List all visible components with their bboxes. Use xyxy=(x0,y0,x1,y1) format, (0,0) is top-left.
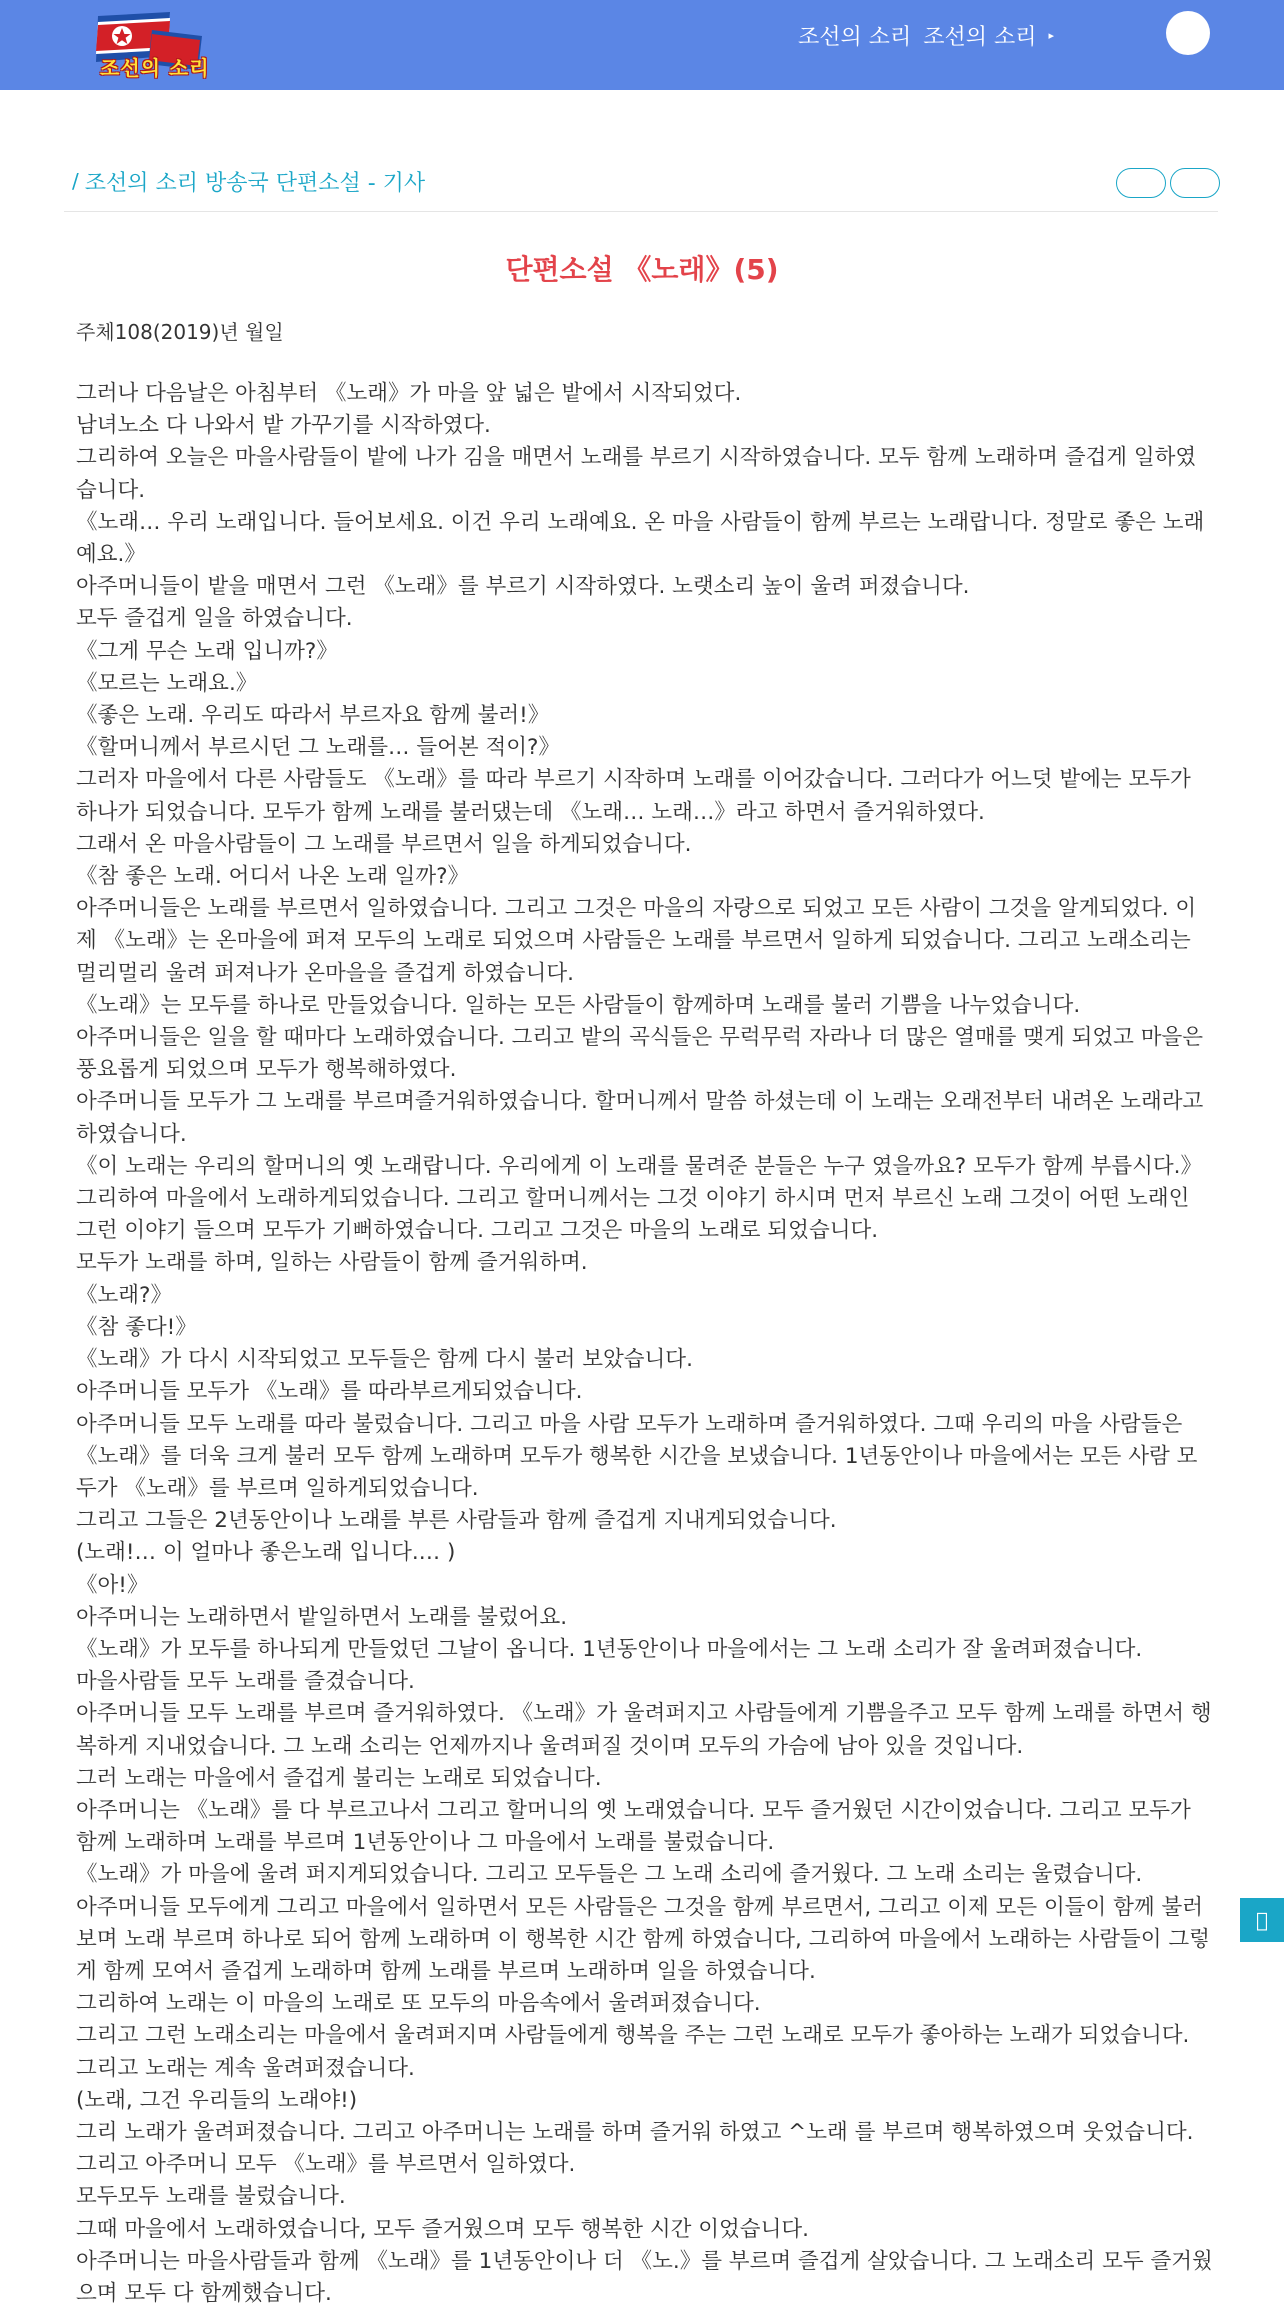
article-paragraph: 아주머니들은 노래를 부르면서 일하였습니다. 그리고 그것은 마을의 자랑으로 되었고 모든 사람이 그것을 알게되었다. 이제 《노래》는 온마을에 퍼져 모두의 노래로 되었으며 사람들은 노래를 부르면서 일하게 되었습니다. 그리고 노래소리는 멀리멀리 울려 퍼져나가 온마을을 즐겁게 하였습니다. xyxy=(76,896,1197,986)
logo-text: 조선의 소리 xyxy=(100,56,210,80)
article-paragraph: 그러자 마을에서 다른 사람들도 《노래》를 따라 부르기 시작하며 노래를 이어갔습니다. 그러다가 어느덧 밭에는 모두가 하나가 되었습니다. 모두가 함께 노래를 불러댔는데 《노래… 노래…》라고 하면서 즐거워하였다. xyxy=(76,767,1191,825)
article-paragraph: 《참 좋다!》 xyxy=(76,1314,197,1340)
article-paragraph: 그리고 아주머니 모두 《노래》를 부르면서 일하였다. xyxy=(76,2152,576,2178)
next-article-button[interactable] xyxy=(1170,168,1220,198)
article-paragraph: 아주머니들 모두 노래를 부르며 즐거워하였다. 《노래》가 울려퍼지고 사람들에게 기쁨을주고 모두 함께 노래를 하면서 행복하게 지내었습니다. 그 노래 소리는 언제까지나 울려퍼질 것이며 모두의 가슴에 남아 있을 것입니다. xyxy=(76,1701,1212,1759)
article-paragraph: 남녀노소 다 나와서 밭 가꾸기를 시작하였다. xyxy=(76,413,491,439)
article-paragraph: 그리하여 마을에서 노래하게되었습니다. 그리고 할머니께서는 그것 이야기 하시며 먼저 부르신 노래 그것이 어떤 노래인 그런 이야기 들으며 모두가 기뻐하였습니다. 그리고 그것은 마을의 노래로 되었습니다. xyxy=(76,1186,1190,1244)
article-paragraph: 그러나 다음날은 아침부터 《노래》가 마을 앞 넓은 밭에서 시작되었다. xyxy=(76,381,742,406)
prev-article-button[interactable] xyxy=(1116,168,1166,198)
article-paragraph: 《할머니께서 부르시던 그 노래를… 들어본 적이?》 xyxy=(76,735,560,761)
article-paragraph: 아주머니들 모두 노래를 따라 불렀습니다. 그리고 마을 사람 모두가 노래하며 즐거워하였다. 그때 우리의 마을 사람들은 《노래》를 더욱 크게 불러 모두 함께 노래하며 모두가 행복한 시간을 보냈습니다. 1년동안이나 마을에서는 모든 사람 모두가 《노래》를 부르며 일하게되었습니다. xyxy=(76,1411,1198,1501)
article-paragraph: 《노래?》 xyxy=(76,1282,172,1308)
article-paragraph: 그리고 그들은 2년동안이나 노래를 부른 사람들과 함께 즐겁게 지내게되었습니다. xyxy=(76,1508,837,1534)
nav-item-1[interactable]: 조선의 소리 xyxy=(797,24,912,50)
article-paragraph: 아주머니들 모두가 그 노래를 부르며즐거워하였습니다. 할머니께서 말씀 하셨는데 이 노래는 오래전부터 내려온 노래라고 하였습니다. xyxy=(76,1089,1204,1147)
article-paragraph: (노래, 그건 우리들의 노래야!) xyxy=(76,2087,358,2113)
article-paragraph: 아주머니는 마을사람들과 함께 《노래》를 1년동안이나 더 《노.》를 부르며 즐겁게 살았습니다. 그 노래소리 모두 즐거웠으며 모두 다 함께했습니다. xyxy=(76,2248,1213,2306)
article-paragraph: 그리고 노래는 계속 울려퍼졌습니다. xyxy=(76,2055,415,2081)
article-body xyxy=(68,378,1216,2310)
divider xyxy=(64,211,1218,212)
article-paragraph: 《좋은 노래. 우리도 따라서 부르자요 함께 불러!》 xyxy=(76,703,550,729)
scroll-to-top-button[interactable] xyxy=(1240,1898,1284,1942)
article-paragraph: 《노래》는 모두를 하나로 만들었습니다. 일하는 모든 사람들이 함께하며 노래를 불러 기쁨을 나누었습니다. xyxy=(76,992,1081,1018)
breadcrumb-link[interactable]: 조선의 소리 방송국 단편소설 - 기사 xyxy=(84,170,426,196)
chevron-right-icon: ▸ xyxy=(1048,28,1054,42)
article-date: 주체108(2019)년 월일 xyxy=(76,320,284,344)
article-paragraph: 《노래》가 모두를 하나되게 만들었던 그날이 옵니다. 1년동안이나 마을에서는 그 노래 소리가 잘 울려퍼졌습니다. xyxy=(76,1636,1143,1662)
article-paragraph: 아주머니는 《노래》를 다 부르고나서 그리고 할머니의 옛 노래였습니다. 모두 즐거웠던 시간이었습니다. 그리고 모두가 함께 노래하며 노래를 부르며 1년동안이나 그 마을에서 노래를 불렀습니다. xyxy=(76,1797,1191,1856)
article-paragraph: 《노래》가 마을에 울려 퍼지게되었습니다. 그리고 모두들은 그 노래 소리에 즐거웠다. 그 노래 소리는 울렸습니다. xyxy=(76,1862,1143,1888)
article-paragraph: 《이 노래는 우리의 할머니의 옛 노래랍니다. 우리에게 이 노래를 물려준 분들은 누구 였을까요? 모두가 함께 부릅시다.》 xyxy=(76,1153,1202,1179)
article-paragraph: 그리고 그런 노래소리는 마을에서 울려퍼지며 사람들에게 행복을 주는 그런 노래로 모두가 좋아하는 노래가 되었습니다. xyxy=(76,2023,1190,2049)
article-paragraph: 그러 노래는 마을에서 즐겁게 불리는 노래로 되었습니다. xyxy=(76,1765,602,1791)
search-button[interactable] xyxy=(1166,11,1210,55)
article-paragraph: 《아!》 xyxy=(76,1572,149,1598)
article-paragraph: 모두 즐겁게 일을 하였습니다. xyxy=(76,606,353,632)
article-paragraph: 모두모두 노래를 불렀습니다. xyxy=(76,2184,346,2210)
main-nav xyxy=(786,22,1054,48)
article-paragraph: 아주머니들 모두가 《노래》를 따라부르게되었습니다. xyxy=(76,1379,583,1405)
article-title: 단편소설 《노래》(5) xyxy=(505,253,779,286)
breadcrumb-separator: / xyxy=(72,169,79,193)
article-paragraph: 그리하여 오늘은 마을사람들이 밭에 나가 김을 매면서 노래를 부르기 시작하였습니다. 모두 함께 노래하며 즐겁게 일하였습니다. xyxy=(76,445,1197,503)
nav-item-2[interactable]: 조선의 소리 xyxy=(923,24,1037,50)
article-paragraph: 아주머니는 노래하면서 밭일하면서 노래를 불렀어요. xyxy=(76,1604,568,1630)
article-paragraph: 《모르는 노래요.》 xyxy=(76,670,258,696)
breadcrumb xyxy=(66,166,425,196)
article-paragraph: 그리 노래가 울려퍼졌습니다. 그리고 아주머니는 노래를 하며 즐거워 하였고 ^노래 를 부르며 행복하였으며 웃었습니다. xyxy=(76,2119,1194,2145)
article-paragraph: 아주머니들 모두에게 그리고 마을에서 일하면서 모든 사람들은 그것을 함께 부르면서, 그리고 이제 모든 이들이 함께 불러보며 노래 부르며 하나로 되어 함께 노래하며 이 행복한 시간 함께 하였습니다, 그리하여 마을에서 노래하는 사람들이 그렇게 함께 모여서 즐겁게 노래하며 함께 노래를 부르며 노래하며 일을 하였습니다. xyxy=(76,1894,1210,1984)
article-paragraph: 《그게 무슨 노래 입니까?》 xyxy=(76,638,338,664)
article-paragraph: 그래서 온 마을사람들이 그 노래를 부르면서 일을 하게되었습니다. xyxy=(76,831,692,857)
article-paragraph: 《참 좋은 노래. 어디서 나온 노래 일까?》 xyxy=(76,864,470,890)
article-paragraph: 그때 마을에서 노래하였습니다, 모두 즐거웠으며 모두 행복한 시간 이었습니다. xyxy=(76,2216,809,2242)
article-paragraph: 마을사람들 모두 노래를 즐겼습니다. xyxy=(76,1669,415,1695)
article-paragraph: 그리하여 노래는 이 마을의 노래로 또 모두의 마음속에서 울려퍼졌습니다. xyxy=(76,1991,761,2017)
article-paragraph: 아주머니들이 밭을 매면서 그런 《노래》를 부르기 시작하였다. 노랫소리 높이 울려 퍼졌습니다. xyxy=(76,574,970,600)
arrow-up-icon xyxy=(1256,1908,1268,1932)
article-paragraph: 아주머니들은 일을 할 때마다 노래하였습니다. 그리고 밭의 곡식들은 무럭무럭 자라나 더 많은 열매를 맺게 되었고 마을은 풍요롭게 되었으며 모두가 행복해하였다. xyxy=(76,1025,1204,1083)
article-paragraph: 《노래》가 다시 시작되었고 모두들은 함께 다시 불러 보았습니다. xyxy=(76,1347,693,1373)
article-paragraph: (노래!… 이 얼마나 좋은노래 입니다.… ) xyxy=(76,1540,456,1566)
article-paragraph: 모두가 노래를 하며, 일하는 사람들이 함께 즐거워하며. xyxy=(76,1250,588,1276)
article-paragraph: 《노래… 우리 노래입니다. 들어보세요. 이건 우리 노래예요. 온 마을 사람들이 함께 부르는 노래랍니다. 정말로 좋은 노래예요.》 xyxy=(76,509,1205,568)
top-navigation-bar xyxy=(0,0,1284,90)
